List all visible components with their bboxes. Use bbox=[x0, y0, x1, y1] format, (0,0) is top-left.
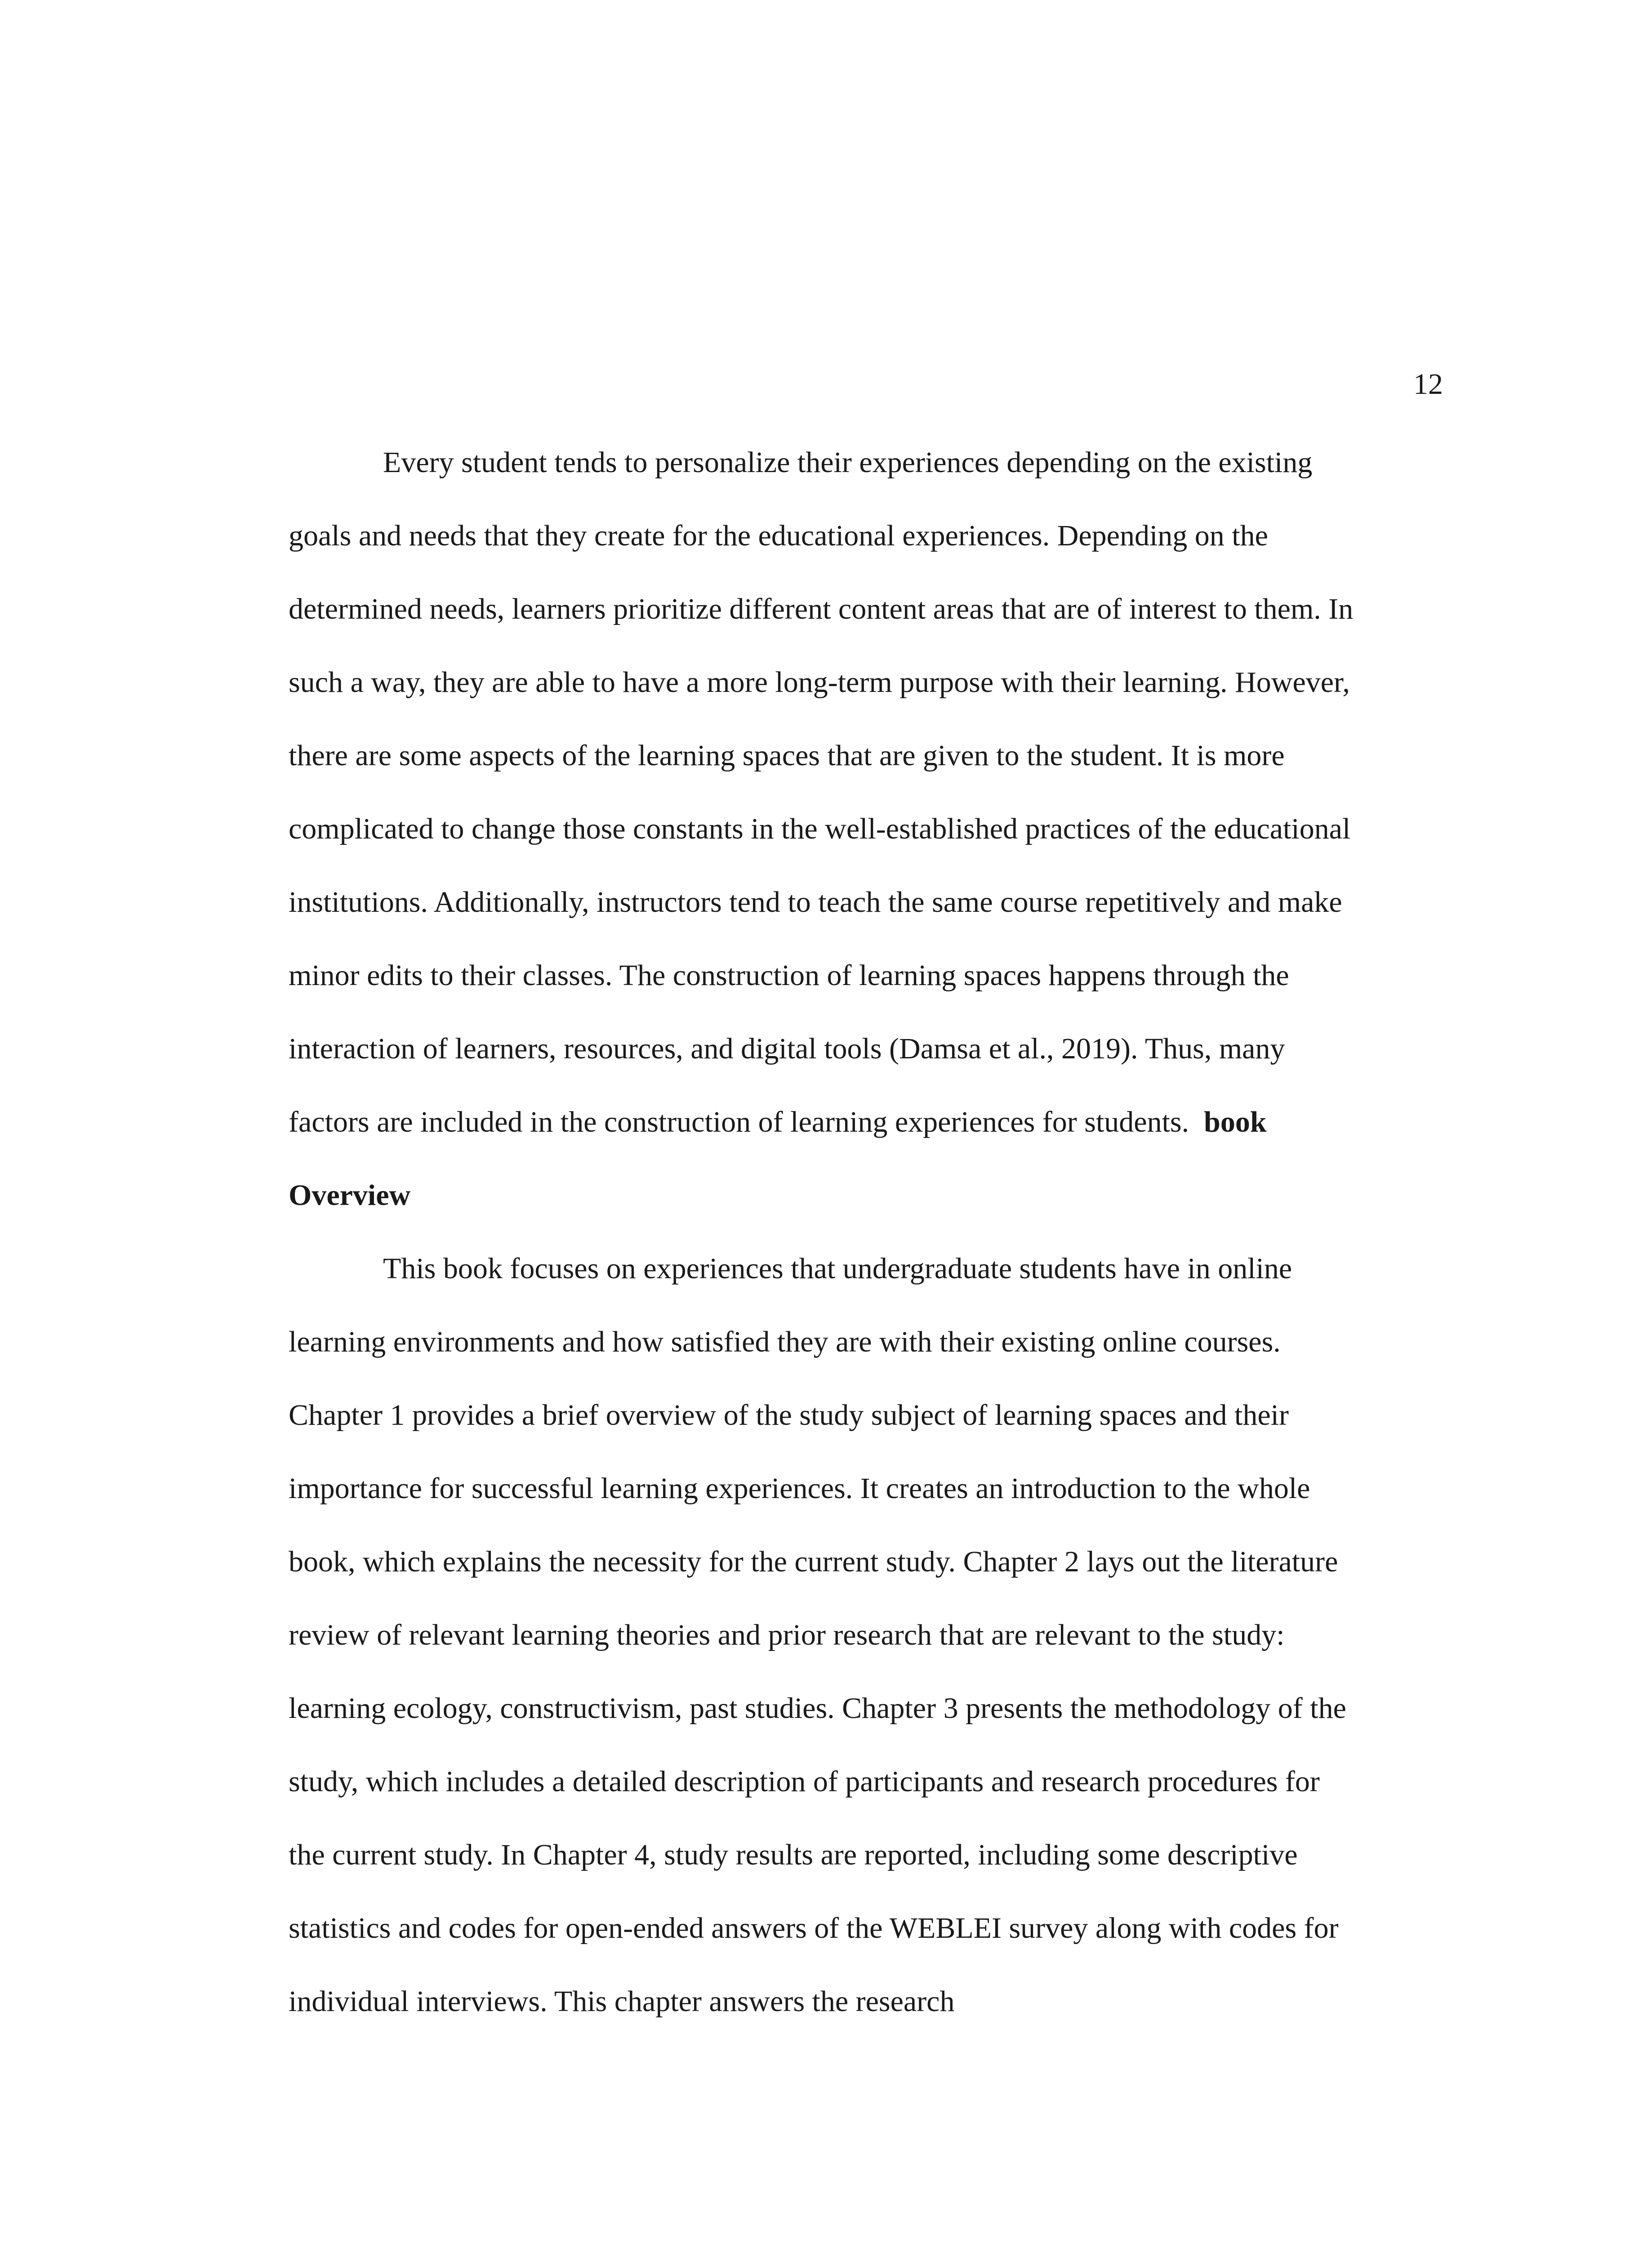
paragraph-line: book, which explains the necessity for the current study. Chapter 2 lays out the literature bbox=[289, 1545, 1338, 1578]
paragraph-line: Every student tends to personalize their experiences depending on the existing bbox=[383, 446, 1313, 479]
paragraph-line: complicated to change those constants in the well-established practices of the educational bbox=[289, 812, 1351, 845]
paragraph-line: study, which includes a detailed description of participants and research procedures for bbox=[289, 1765, 1320, 1798]
paragraph-line: learning environments and how satisfied they are with their existing online courses. bbox=[289, 1325, 1281, 1358]
paragraph-line: the current study. In Chapter 4, study results are reported, including some descriptive bbox=[289, 1838, 1298, 1871]
paragraph-line: interaction of learners, resources, and digital tools (Damsa et al., 2019). Thus, many bbox=[289, 1032, 1285, 1065]
paragraph-line: there are some aspects of the learning spaces that are given to the student. It is more bbox=[289, 739, 1285, 772]
paragraph-line bbox=[289, 1107, 1267, 1137]
paragraph-line: institutions. Additionally, instructors tend to teach the same course repetitively and make bbox=[289, 886, 1342, 919]
paragraph-line: importance for successful learning experiences. It creates an introduction to the whole bbox=[289, 1472, 1310, 1505]
paragraph-line: Chapter 1 provides a brief overview of the study subject of learning spaces and their bbox=[289, 1399, 1289, 1432]
paragraph-line: such a way, they are able to have a more long-term purpose with their learning. However, bbox=[289, 666, 1350, 699]
paragraph-line: learning ecology, constructivism, past studies. Chapter 3 presents the methodology of the bbox=[289, 1692, 1346, 1725]
paragraph-line: individual interviews. This chapter answers the research bbox=[289, 1985, 955, 2018]
section-heading: Overview bbox=[289, 1179, 411, 1212]
paragraph-line: minor edits to their classes. The construction of learning spaces happens through the bbox=[289, 959, 1289, 992]
paragraph-line: determined needs, learners prioritize different content areas that are of interest to them. In bbox=[289, 593, 1354, 625]
paragraph-line: review of relevant learning theories and prior research that are relevant to the study: bbox=[289, 1619, 1285, 1651]
paragraph-line: This book focuses on experiences that undergraduate students have in online bbox=[383, 1252, 1292, 1285]
paragraph-line: goals and needs that they create for the educational experiences. Depending on the bbox=[289, 519, 1268, 552]
section-heading-part-1: book bbox=[1204, 1106, 1267, 1138]
page-number: 12 bbox=[1413, 368, 1443, 401]
paragraph-line-text: factors are included in the construction of learning experiences for students. bbox=[289, 1106, 1189, 1138]
paragraph-line: statistics and codes for open-ended answers of the WEBLEI survey along with codes for bbox=[289, 1912, 1339, 1945]
